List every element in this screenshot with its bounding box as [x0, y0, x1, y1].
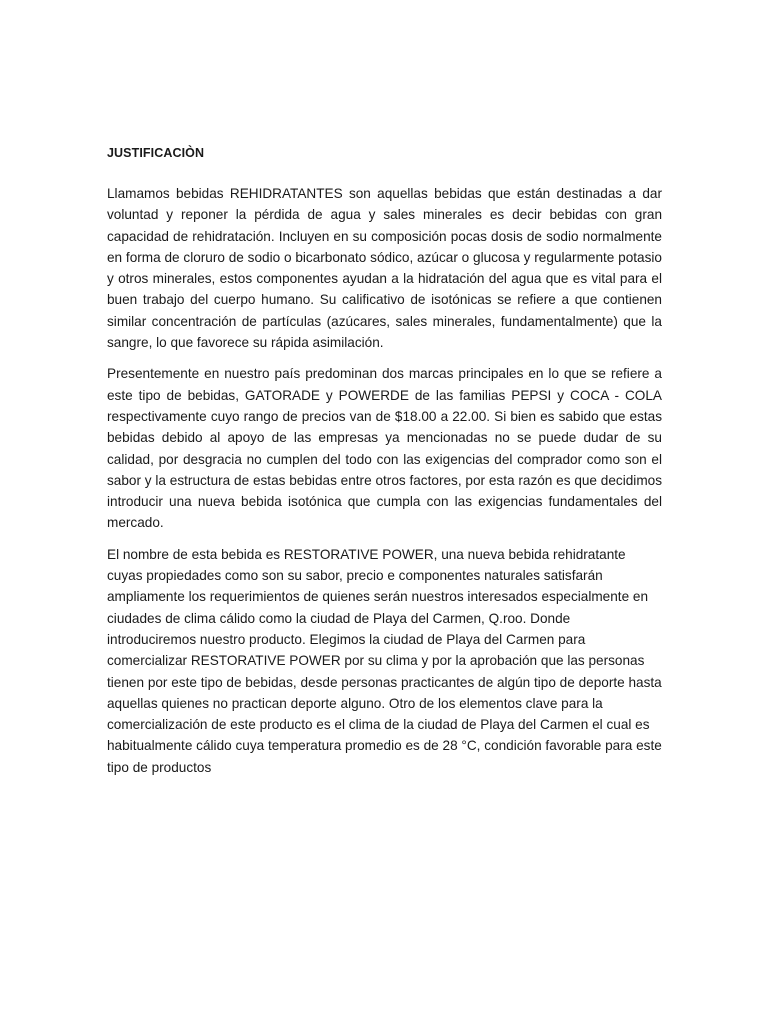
- document-title: JUSTIFICACIÒN: [107, 146, 205, 160]
- paragraph-restorative-power: El nombre de esta bebida es RESTORATIVE POWER, una nueva bebida rehidratante cuyas propiedades como son su sabor, precio e componentes naturales satisfarán ampliamente los requerimientos de quienes serán nuestros interesados especialmente en ciudades de clima cálido como la ciudad de Playa del Carmen, Q.roo. Donde introduciremos nuestro producto. Elegimos la ciudad de Playa del Carmen para comercializar RESTORATIVE POWER por su clima y por la aprobación que las personas tienen por este tipo de bebidas, desde personas practicantes de algún tipo de deporte hasta aquellas quienes no practican deporte alguno. Otro de los elementos clave para la comercialización de este producto es el clima de la ciudad de Playa del Carmen el cual es habitualmente cálido cuya temperatura promedio es de 28 °C, condición favorable para este tipo de productos: [107, 546, 662, 775]
- paragraph-marcas: Presentemente en nuestro país predominan dos marcas principales en lo que se refiere a este tipo de bebidas, GATORADE y POWERDE de las familias PEPSI y COCA - COLA respectivamente cuyo rango de precios van de $18.00 a 22.00. Si bien es sabido que estas bebidas debido al apoyo de las empresas ya mencionadas no se puede dudar de su calidad, por desgracia no cumplen del todo con las exigencias del comprador como son el sabor y la estructura de estas bebidas entre otros factores, por esta razón es que decidimos introducir una nueva bebida isotónica que cumpla con las exigencias fundamentales del mercado.: [107, 366, 662, 531]
- paragraph-rehidratantes: Llamamos bebidas REHIDRATANTES son aquellas bebidas que están destinadas a dar voluntad y reponer la pérdida de agua y sales minerales es decir bebidas con gran capacidad de rehidratación. Incluyen en su composición pocas dosis de sodio normalmente en forma de cloruro de sodio o bicarbonato sódico, azúcar o glucosa y regularmente potasio y otros minerales, estos componentes ayudan a la hidratación del agua que es vital para el buen trabajo del cuerpo humano. Su calificativo de isotónicas se refiere a que contienen similar concentración de partículas (azúcares, sales minerales, fundamentalmente) que la sangre, lo que favorece su rápida asimilación.: [107, 186, 662, 351]
- document-body: [107, 144, 662, 788]
